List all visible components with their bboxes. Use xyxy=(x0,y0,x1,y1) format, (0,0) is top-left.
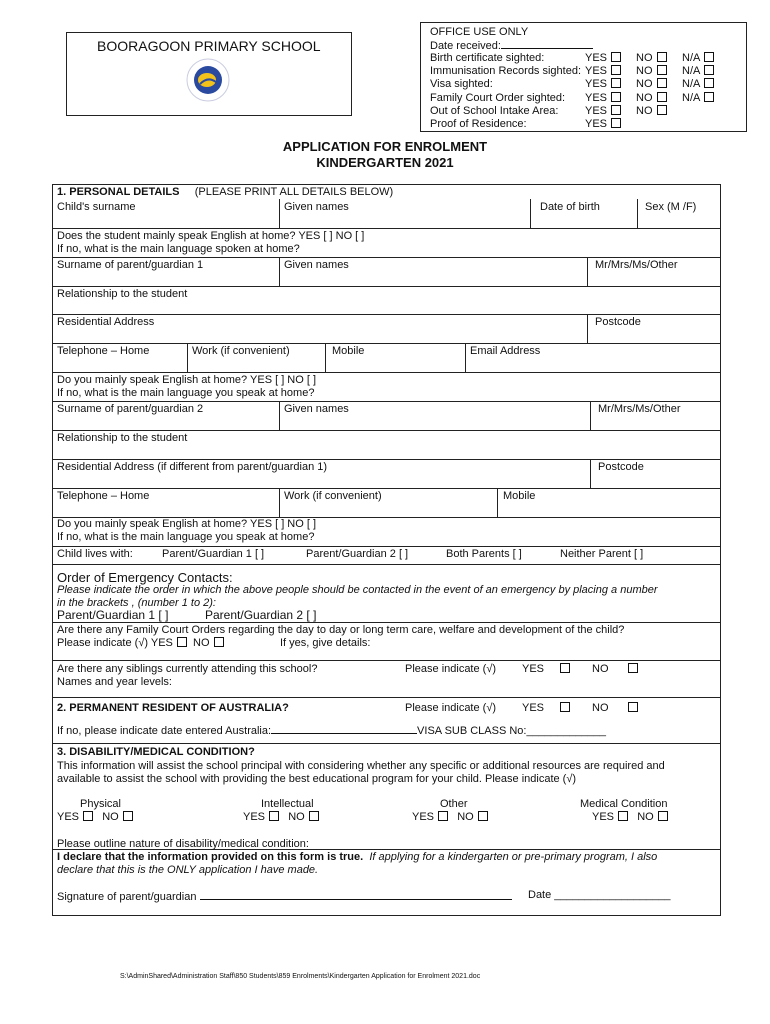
medical-options: YES NO xyxy=(592,811,668,824)
school-logo xyxy=(178,56,238,104)
office-row-yes: YES xyxy=(585,52,621,65)
physical-options: YES NO xyxy=(57,811,133,824)
pg2-tel-home-label: Telephone – Home xyxy=(57,490,150,502)
pg2-english-question: Do you mainly speak English at home? YES [ ] NO [ ] xyxy=(57,518,317,530)
office-yes-checkbox[interactable] xyxy=(611,92,621,102)
permanent-resident-heading: 2. PERMANENT RESIDENT OF AUSTRALIA? xyxy=(57,702,289,714)
lives-neither-option[interactable]: Neither Parent [ ] xyxy=(560,548,644,560)
siblings-no-checkbox[interactable] xyxy=(628,663,638,673)
pg2-title-label: Mr/Mrs/Ms/Other xyxy=(598,403,681,415)
cat-medical-label: Medical Condition xyxy=(580,798,668,810)
office-row-label: Proof of Residence: xyxy=(430,118,527,130)
office-row-no: NO xyxy=(636,65,667,78)
surname-pg2-label: Surname of parent/guardian 2 xyxy=(57,403,204,415)
pg2-mobile-label: Mobile xyxy=(503,490,536,502)
office-row-na: N/A xyxy=(682,78,714,91)
pg2-given-names-label: Given names xyxy=(284,403,349,415)
office-row-label: Family Court Order sighted: xyxy=(430,92,566,104)
form-title: APPLICATION FOR ENROLMENT xyxy=(282,139,488,154)
pg1-work-label: Work (if convenient) xyxy=(192,345,290,357)
pg1-title-label: Mr/Mrs/Ms/Other xyxy=(595,259,678,271)
child-given-names-label: Given names xyxy=(284,201,349,213)
office-row-no: NO xyxy=(636,92,667,105)
signature-label: Signature of parent/guardian xyxy=(57,889,512,904)
office-no-checkbox[interactable] xyxy=(657,78,667,88)
office-row-no: NO xyxy=(636,78,667,91)
signature-line[interactable] xyxy=(200,889,512,900)
cat-intellectual-label: Intellectual xyxy=(261,798,314,810)
office-yes-checkbox[interactable] xyxy=(611,78,621,88)
intellectual-no-checkbox[interactable] xyxy=(309,811,319,821)
office-row-label: Birth certificate sighted: xyxy=(430,52,545,64)
office-row-label: Immunisation Records sighted: xyxy=(430,65,582,77)
office-no-checkbox[interactable] xyxy=(657,92,667,102)
office-row-no: NO xyxy=(636,52,667,65)
pg2-postcode-label: Postcode xyxy=(598,461,644,473)
pr-yes: YES xyxy=(522,702,570,715)
pg1-language-question: If no, what is the main language you speak at home? xyxy=(57,387,315,399)
office-row-label: Out of School Intake Area: xyxy=(430,105,559,117)
siblings-yes-checkbox[interactable] xyxy=(560,663,570,673)
office-title: OFFICE USE ONLY xyxy=(430,26,529,38)
pg1-mobile-label: Mobile xyxy=(332,345,365,357)
emergency-instruction-2: in the brackets , (number 1 to 2): xyxy=(57,597,216,609)
office-row-na: N/A xyxy=(682,92,714,105)
office-row-na: N/A xyxy=(682,52,714,65)
footer-path: S:\AdminShared\Administration Staff\850 Students\859 Enrolments\Kindergarten Application for Enrolment 2021.doc xyxy=(120,973,481,980)
pg2-work-label: Work (if convenient) xyxy=(284,490,382,502)
office-row-no: NO xyxy=(636,105,667,118)
court-no-checkbox[interactable] xyxy=(214,637,224,647)
siblings-names-label: Names and year levels: xyxy=(57,676,172,688)
sex-label: Sex (M /F) xyxy=(645,201,697,213)
child-lives-label: Child lives with: xyxy=(57,548,133,560)
office-yes-checkbox[interactable] xyxy=(611,105,621,115)
office-na-checkbox[interactable] xyxy=(704,52,714,62)
medical-yes-checkbox[interactable] xyxy=(618,811,628,821)
pr-yes-checkbox[interactable] xyxy=(560,702,570,712)
physical-no-checkbox[interactable] xyxy=(123,811,133,821)
office-row-na: N/A xyxy=(682,65,714,78)
signature-date-label[interactable]: Date ___________________ xyxy=(528,889,671,901)
emergency-instruction-1: Please indicate the order in which the above people should be contacted in the event of an emergency by placing a number xyxy=(57,584,658,596)
siblings-question: Are there any siblings currently attending this school? xyxy=(57,663,318,675)
office-row-yes: YES xyxy=(585,118,621,131)
court-yes-checkbox[interactable] xyxy=(177,637,187,647)
office-na-checkbox[interactable] xyxy=(704,92,714,102)
office-row-yes: YES xyxy=(585,78,621,91)
lives-both-option[interactable]: Both Parents [ ] xyxy=(446,548,522,560)
office-no-checkbox[interactable] xyxy=(657,105,667,115)
intellectual-options: YES NO xyxy=(243,811,319,824)
office-row-yes: YES xyxy=(585,65,621,78)
disability-text-1: This information will assist the school principal with considering whether any specific or additional resources are required and xyxy=(57,760,665,772)
cat-other-label: Other xyxy=(440,798,468,810)
surname-pg1-label: Surname of parent/guardian 1 xyxy=(57,259,204,271)
pg1-postcode-label: Postcode xyxy=(595,316,641,328)
school-name: BOORAGOON PRIMARY SCHOOL xyxy=(97,38,321,54)
court-indicate: Please indicate (√) YES NO xyxy=(57,637,224,650)
office-yes-checkbox[interactable] xyxy=(611,118,621,128)
pg2-relationship-label: Relationship to the student xyxy=(57,432,188,444)
lives-pg1-option[interactable]: Parent/Guardian 1 [ ] xyxy=(162,548,265,560)
court-details-label: If yes, give details: xyxy=(280,637,371,649)
office-row-yes: YES xyxy=(585,105,621,118)
pg2-language-question: If no, what is the main language you speak at home? xyxy=(57,531,315,543)
office-no-checkbox[interactable] xyxy=(657,52,667,62)
child-english-question: Does the student mainly speak English at home? YES [ ] NO [ ] xyxy=(57,230,365,242)
office-no-checkbox[interactable] xyxy=(657,65,667,75)
office-row-yes: YES xyxy=(585,92,621,105)
lives-pg2-option[interactable]: Parent/Guardian 2 [ ] xyxy=(306,548,409,560)
disability-heading: 3. DISABILITY/MEDICAL CONDITION? xyxy=(57,746,255,758)
declaration-line-1: I declare that the information provided on this form is true. If applying for a kindergarten or pre-primary program, I also xyxy=(57,851,658,863)
physical-yes-checkbox[interactable] xyxy=(83,811,93,821)
office-na-checkbox[interactable] xyxy=(704,65,714,75)
emergency-heading: Order of Emergency Contacts: xyxy=(57,570,233,585)
office-yes-checkbox[interactable] xyxy=(611,52,621,62)
medical-no-checkbox[interactable] xyxy=(658,811,668,821)
pr-no: NO xyxy=(592,702,638,715)
personal-details-heading: 1. PERSONAL DETAILS (PLEASE PRINT ALL DETAILS BELOW) xyxy=(57,186,394,198)
dob-label: Date of birth xyxy=(540,201,600,213)
cat-physical-label: Physical xyxy=(80,798,121,810)
declaration-line-2: declare that this is the ONLY application I have made. xyxy=(57,864,319,876)
other-options: YES NO xyxy=(412,811,488,824)
emergency-pg2[interactable]: Parent/Guardian 2 [ ] xyxy=(205,608,317,622)
pr-no-checkbox[interactable] xyxy=(628,702,638,712)
court-question: Are there any Family Court Orders regarding the day to day or long term care, welfare and development of the child? xyxy=(57,624,625,636)
office-yes-checkbox[interactable] xyxy=(611,65,621,75)
disability-text-2: available to assist the school with providing the best educational program for your child. Please indicate (√) xyxy=(57,773,577,785)
form-subtitle: KINDERGARTEN 2021 xyxy=(316,155,454,170)
siblings-no: NO xyxy=(592,663,638,676)
pg1-email-label: Email Address xyxy=(470,345,541,357)
office-row-label: Visa sighted: xyxy=(430,78,493,90)
pg1-residential-label: Residential Address xyxy=(57,316,155,328)
pg2-residential-label: Residential Address (if different from parent/guardian 1) xyxy=(57,461,328,473)
other-no-checkbox[interactable] xyxy=(478,811,488,821)
siblings-indicate: Please indicate (√) xyxy=(405,663,497,675)
siblings-yes: YES xyxy=(522,663,570,676)
office-date-received: Date received: xyxy=(430,39,593,53)
date-entered-label: If no, please indicate date entered Australia: VISA SUB CLASS No:_____________ xyxy=(57,725,607,737)
emergency-pg1[interactable]: Parent/Guardian 1 [ ] xyxy=(57,608,169,622)
other-yes-checkbox[interactable] xyxy=(438,811,448,821)
pg1-english-question: Do you mainly speak English at home? YES [ ] NO [ ] xyxy=(57,374,317,386)
pr-indicate: Please indicate (√) xyxy=(405,702,497,714)
childs-surname-label: Child's surname xyxy=(57,201,136,213)
office-na-checkbox[interactable] xyxy=(704,78,714,88)
pg1-given-names-label: Given names xyxy=(284,259,349,271)
child-language-question: If no, what is the main language spoken at home? xyxy=(57,243,300,255)
disability-outline-label: Please outline nature of disability/medical condition: xyxy=(57,838,309,850)
date-entered-line[interactable] xyxy=(271,723,417,734)
pg1-relationship-label: Relationship to the student xyxy=(57,288,188,300)
intellectual-yes-checkbox[interactable] xyxy=(269,811,279,821)
pg1-tel-home-label: Telephone – Home xyxy=(57,345,150,357)
